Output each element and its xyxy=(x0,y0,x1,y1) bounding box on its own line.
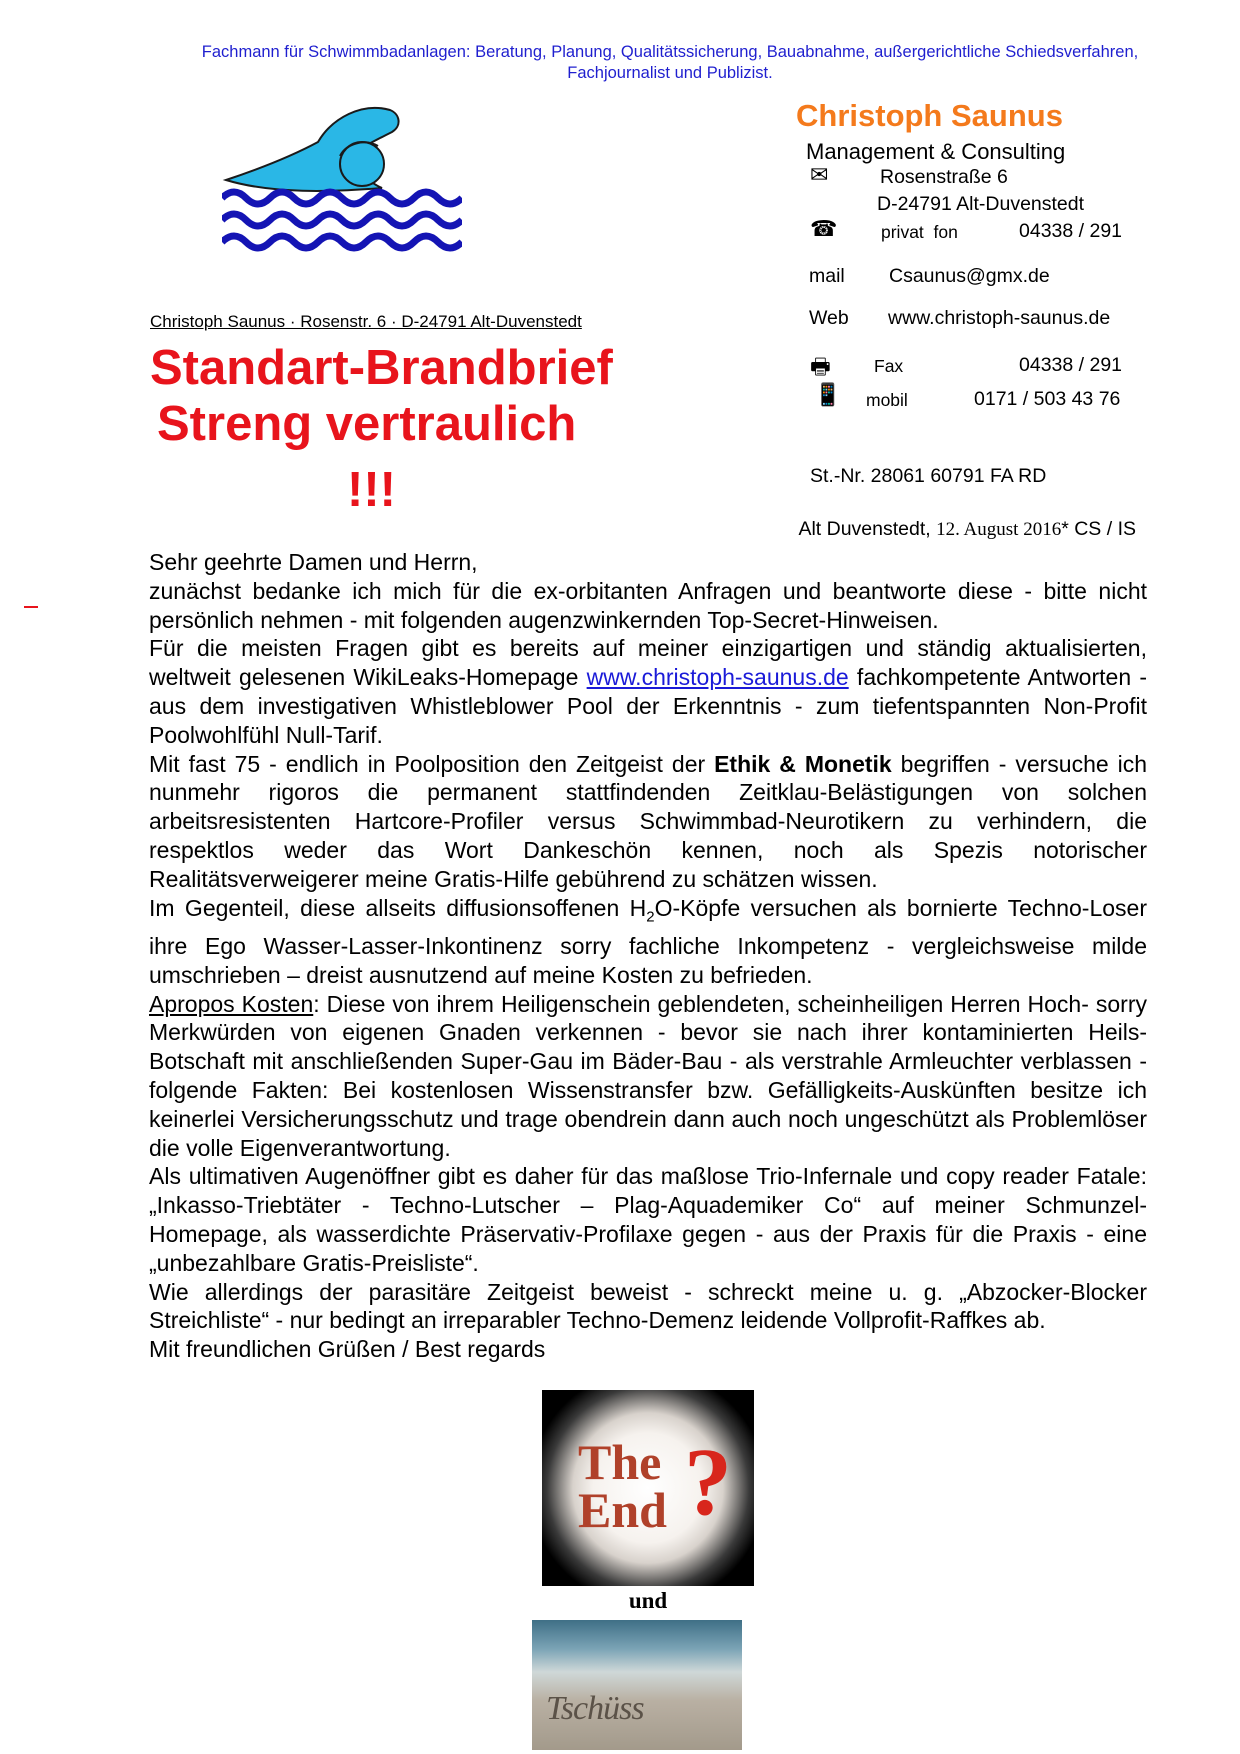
sand-writing: Tschüss xyxy=(546,1690,644,1727)
mobile-number: 0171 / 503 43 76 xyxy=(974,388,1121,410)
tagline-line-1: Fachmann für Schwimmbadanlagen: Beratung, Planung, Qualitätssicherung, Bauabnahme, außergerichtliche Schiedsverfahren, xyxy=(201,43,1139,61)
date-place: Alt Duvenstedt, xyxy=(798,518,937,540)
paragraph-6: Als ultimativen Augenöffner gibt es daher für das maßlose Trio-Infernale und copy reader Fatale: „Inkasso-Triebtäter - Techno-Lutscher – Plag-Aquademiker Co“ auf meiner Schmunzel-Homepage, als wasserdichte Präservativ-Profilaxe gegen - aus der Praxis für die Praxis - eine „unbezahlbare Gratis-Preisliste“. xyxy=(149,1163,1147,1276)
fax-icon: 🖶 xyxy=(810,354,831,379)
mobile-phone-icon: 📱 xyxy=(814,382,842,407)
swimmer-logo xyxy=(222,98,462,258)
contact-street: Rosenstraße 6 xyxy=(880,166,1008,188)
date-suffix: * CS / IS xyxy=(1061,518,1136,540)
paragraph-7: Wie allerdings der parasitäre Zeitgeist beweist - schreckt meine u. g. „Abzocker-Blocker Streichliste“ - nur bedingt an irreparabler Techno-Demenz leidende Vollprofit-Raffkes ab. xyxy=(149,1278,1147,1334)
fax-label: Fax xyxy=(874,356,904,376)
the-end-image xyxy=(542,1390,754,1586)
date-value: 12. August 2016 xyxy=(936,519,1062,540)
paragraph-5-text: : Diese von ihrem Heiligenschein geblendeten, scheinheiligen Herren Hoch- sorry Merkwürden von eigenen Gnaden verkennen - bevor sie nach ihrer kontaminierten Heils-Botschaft mit anschließenden Super-Gau im Bäder-Bau - als verstrahle Armleuchter verblassen - folgende Fakten: Bei kostenlosen Wissenstransfer bzw. Gefälligkeits-Auskünften besitze ich keinerlei Versicherungsschutz und trage obendrein dann auch noch ungeschützt als Problemlöser die volle Eigenverantwortung. xyxy=(149,990,1147,1161)
beach-image xyxy=(532,1620,742,1750)
mobile-label: mobil xyxy=(866,390,908,410)
contact-city: D-24791 Alt-Duvenstedt xyxy=(877,193,1085,215)
letter-title-line-1: Standart-Brandbrief xyxy=(150,341,613,395)
the-end-word-1: The xyxy=(578,1434,662,1490)
web-label: Web xyxy=(809,307,849,329)
letter-title-line-2: Streng vertraulich xyxy=(157,397,577,451)
margin-mark xyxy=(24,606,38,608)
date-line xyxy=(700,518,1136,541)
paragraph-2 xyxy=(149,634,1147,749)
telephone-icon: ☎ xyxy=(810,216,838,241)
phone-number: 04338 / 291 xyxy=(1019,220,1123,242)
brand-name: Christoph Saunus xyxy=(796,98,1063,133)
fax-number: 04338 / 291 xyxy=(1019,354,1123,376)
waves xyxy=(222,192,462,248)
phone-label: privat fon xyxy=(881,222,958,242)
brand-subtitle: Management & Consulting xyxy=(806,139,1066,164)
mail-address[interactable]: Csaunus@gmx.de xyxy=(889,265,1050,287)
salutation: Sehr geehrte Damen und Herrn, xyxy=(149,549,478,575)
paragraph-5-underline: Apropos Kosten xyxy=(149,990,314,1017)
und-label: und xyxy=(628,1588,668,1613)
paragraph-2-text-a: Für die meisten Fragen gibt es bereits auf meiner einzigartigen und ständig aktualisierten, weltweit gelesenen WikiLeaks-Homepage xyxy=(149,635,1147,691)
paragraph-3 xyxy=(149,750,1147,894)
homepage-link[interactable]: www.christoph-saunus.de xyxy=(586,664,849,691)
paragraph-5 xyxy=(149,990,1147,1163)
letter-title-line-3: !!! xyxy=(347,463,396,517)
paragraph-3-text-b: begriffen - versuche ich nunmehr rigoros die permanent stattfindenden Zeitklau-Belästigungen von solchen arbeitsresistenten Hartcore-Profiler versus Schwimmbad-Neurotikern zu verhindern, die respektlos weder das Wort Dankeschön kennen, noch als Spezis notorischer Realitätsverweigerer meine Gratis-Hilfe gebührend zu schätzen wissen. xyxy=(149,750,1148,892)
paragraph-3-text-a: Mit fast 75 - endlich in Poolposition den Zeitgeist der xyxy=(149,750,715,777)
the-end-word-2: End xyxy=(578,1482,667,1538)
paragraph-4-subscript: 2 xyxy=(646,908,655,926)
question-mark: ? xyxy=(684,1428,732,1535)
sender-address-line: Christoph Saunus · Rosenstr. 6 · D-24791 Alt-Duvenstedt xyxy=(150,312,582,331)
paragraph-2-text-b: fachkompetente Antworten - aus dem investigativen Whistleblower Pool der Erkenntnis - zum tiefentspannten Non-Profit Poolwohlfühl Null-Tarif. xyxy=(149,664,1147,748)
tagline-line-2: Fachjournalist und Publizist. xyxy=(567,64,773,82)
paragraph-4 xyxy=(149,894,1147,990)
header-tagline xyxy=(110,42,1230,84)
paragraph-4-text-a: Im Gegenteil, diese allseits diffusionsoffenen H xyxy=(149,894,647,921)
web-address[interactable]: www.christoph-saunus.de xyxy=(888,307,1111,329)
closing: Mit freundlichen Grüßen / Best regards xyxy=(149,1336,546,1363)
mail-label: mail xyxy=(809,265,845,287)
paragraph-3-bold: Ethik & Monetik xyxy=(714,750,892,777)
tax-number: St.-Nr. 28061 60791 FA RD xyxy=(810,465,1047,487)
paragraph-1: zunächst bedanke ich mich für die ex-orbitanten Anfragen und beantworte diese - bitte nicht persönlich nehmen - mit folgenden augenzwinkernden Top-Secret-Hinweisen. xyxy=(149,577,1147,633)
letter-body xyxy=(149,548,1147,1364)
paragraph-4-text-b: O-Köpfe versuchen als bornierte Techno-Loser ihre Ego Wasser-Lasser-Inkontinenz sorry fachliche Inkompetenz - vergleichsweise milde umschrieben – dreist ausnutzend auf meine Kosten zu befrieden. xyxy=(149,894,1147,988)
envelope-icon: ✉ xyxy=(810,162,829,187)
